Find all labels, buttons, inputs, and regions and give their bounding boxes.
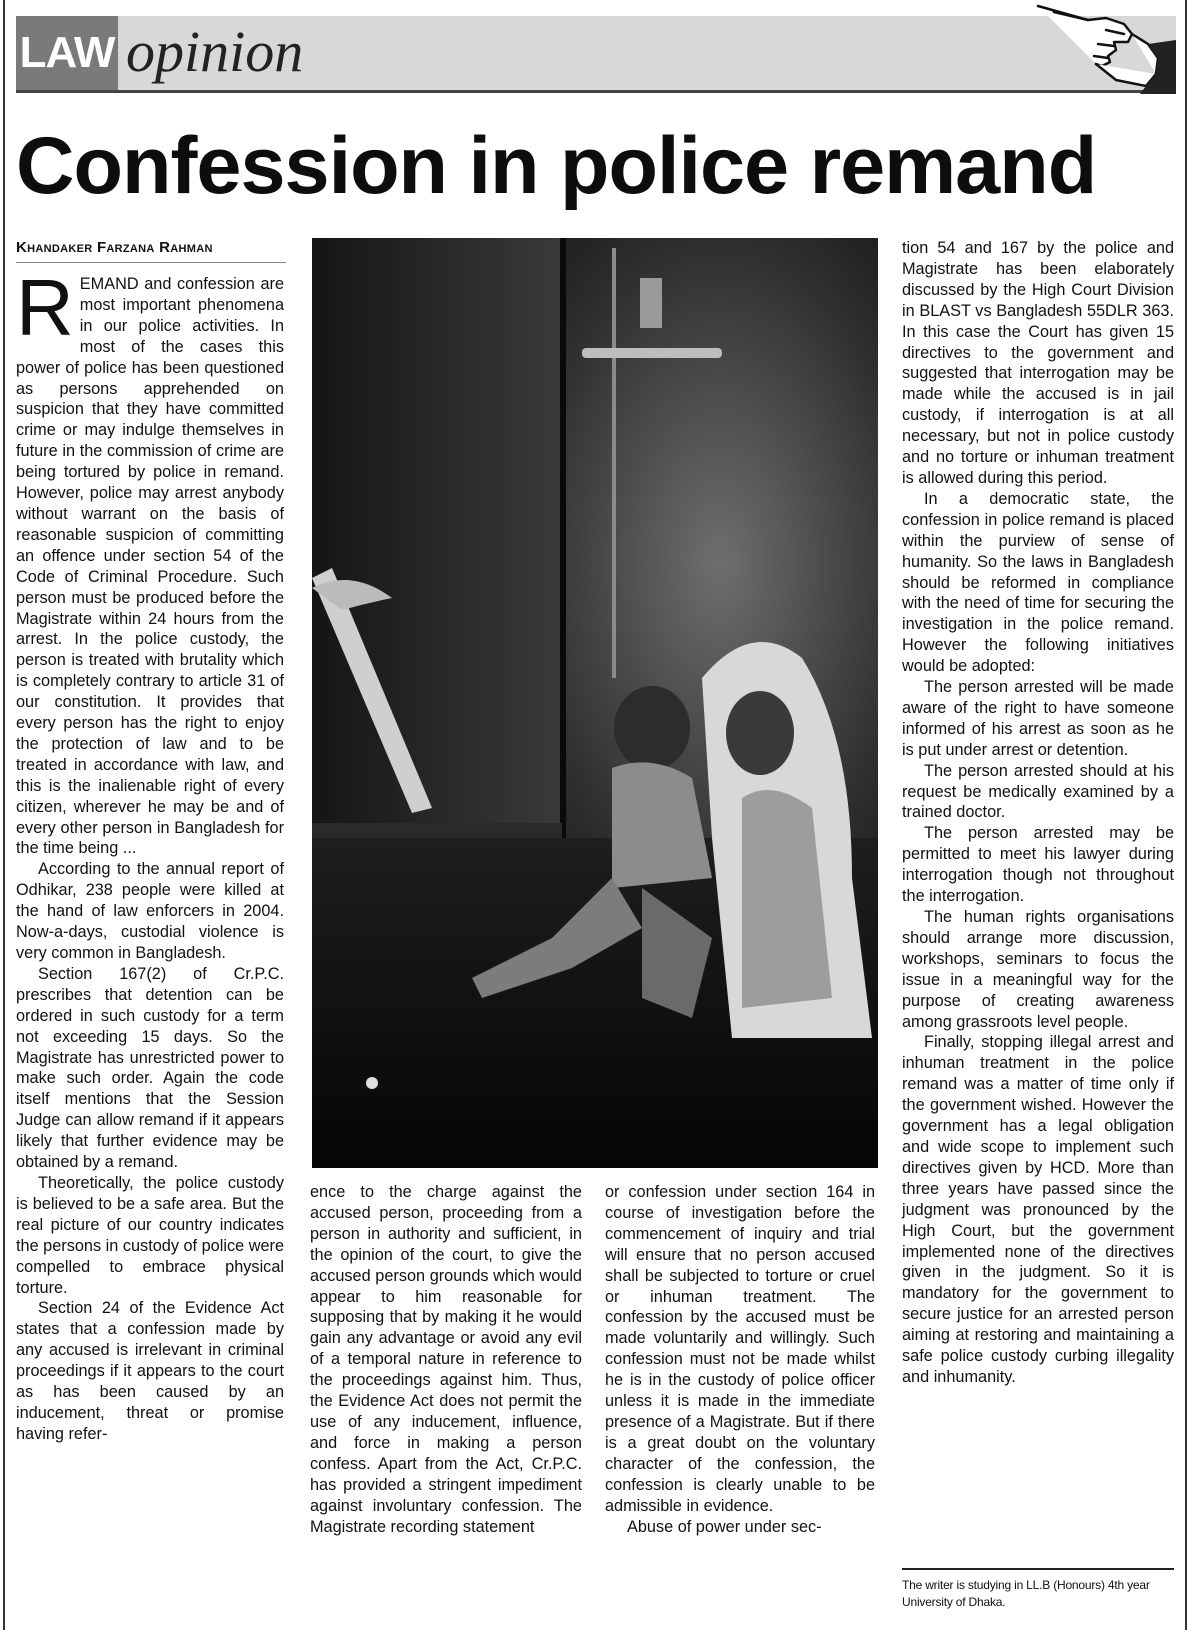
article-column-4: [902, 238, 1174, 1388]
article-column-3: [605, 1182, 875, 1537]
article-paragraph: The person arrested may be permitted to meet his lawyer during interrogation though not throughout the interrogation.: [902, 824, 1174, 906]
article-paragraph: Section 24 of the Evidence Act states that a confession made by any accused is irrelevant in criminal proceedings if it appears to the court as has been caused by an inducement, threat or promise having refer-: [16, 1299, 284, 1443]
pointing-hand-icon: [1036, 0, 1176, 94]
article-photo: [312, 238, 878, 1168]
article-paragraph: According to the annual report of Odhikar, 238 people were killed at the hand of law enforcers in 2004. Now-a-days, custodial violence is very common in Bangladesh.: [16, 860, 284, 962]
footnote-rule: [902, 1568, 1174, 1570]
article-headline: Confession in police remand: [16, 121, 1097, 211]
author-byline: [16, 238, 286, 258]
article-paragraph: ence to the charge against the accused person, proceeding from a person in authority and sufficient, in the opinion of the court, to give the accused person grounds which would appear to him reasonable for supposing that by making it he would gain any advantage or avoid any evil of a temporal nature in reference to the proceedings against him. Thus, the Evidence Act does not permit the use of any inducement, influence, and force in making a person confess. Apart from the Act, Cr.P.C. has provided a stringent impediment against involuntary confession. The Magistrate recording statement: [310, 1183, 582, 1536]
section-label-law: LAW: [16, 16, 118, 90]
article-paragraph: tion 54 and 167 by the police and Magistrate has been elaborately discussed by the High Court Division in BLAST vs Bangladesh 55DLR 363. In this case the Court has given 15 directives to the government and suggested that interrogation may be made while the accused is in jail custody, if interrogation is at all necessary, but not in police custody and no torture or inhuman treatment is allowed during this period.: [902, 239, 1174, 487]
photo-children-in-cell: [312, 238, 878, 1168]
author-name: Khandaker Farzana Rahman: [16, 239, 213, 256]
section-label-opinion: opinion: [126, 19, 304, 84]
article-paragraph: REMAND and confession are most important phenomena in our police activities. In most of the cases this power of police has been questioned as persons apprehended on suspicion that they have committed crime or may indulge themselves in future in the commission of crime are being tortured by police in remand. However, police may arrest anybody without warrant on the basis of reasonable suspicion of committing an offence under section 54 of the Code of Criminal Procedure. Such person must be produced before the Magistrate within 24 hours from the arrest. In the police custody, the person is treated with brutality which is completely contrary to article 31 of our constitution. It provides that every person has the right to enjoy the protection of law and to be treated in accordance with law, and this is the inalienable right of every citizen, wherever he may be and of every other person in Bangladesh for the time being ...: [16, 263, 284, 858]
section-header: [16, 16, 1176, 93]
article-paragraph: In a democratic state, the confession in police remand is placed within the purview of sense of humanity. So the laws in Bangladesh should be reformed in compliance with the need of time for securing the investigation in the police remand. However the following initiatives would be adopted:: [902, 489, 1174, 676]
article-column-1: [16, 263, 284, 1445]
article-paragraph: or confession under section 164 in course of investigation before the commencement of inquiry and trial will ensure that no person accused shall be subjected to torture or cruel or inhuman treatment. The confession by the accused must be made voluntarily and willingly. Such confession must not be made whilst he is in the custody of police officer unless it is made in the immediate presence of a Magistrate. But if there is a great doubt on the voluntary character of the confession, the confession is clearly unable to be admissible in evidence.: [605, 1183, 875, 1515]
article-paragraph: Theoretically, the police custody is believed to be a safe area. But the real picture of our country indicates the persons in custody of police were compelled to embrace physical torture.: [16, 1173, 284, 1297]
author-footnote: The writer is studying in LL.B (Honours) 4th year University of Dhaka.: [902, 1578, 1150, 1609]
article-paragraph: Abuse of power under sec-: [627, 1517, 822, 1536]
article-paragraph: Section 167(2) of Cr.P.C. prescribes that detention can be ordered in such custody for a term not exceeding 15 days. So the Magistrate has unrestricted power to make such order. Again the code itself mentions that the Session Judge can allow remand if it appears likely that further evidence may be obtained by a remand.: [16, 964, 284, 1172]
article-paragraph: The person arrested should at his request be medically examined by a trained doctor.: [902, 761, 1174, 822]
article-paragraph: The person arrested will be made aware of the right to have someone informed of his arrest as soon as he is put under arrest or detention.: [902, 678, 1174, 759]
drop-cap: R: [16, 263, 74, 352]
article-paragraph: The human rights organisations should arrange more discussion, workshops, seminars to focus the issue in a meaningful way for the purpose of creating awareness among grassroots level people.: [902, 908, 1174, 1031]
article-paragraph: Finally, stopping illegal arrest and inhuman treatment in the police remand was a matter of time only if the government wished. However the government has a legal obligation and wide scope to implement such directives given by HCD. More than three years have passed since the judgment was pronounced by the High Court, but the government implemented none of the directives given in the judgment. So it is mandatory for the government to secure justice for an arrested person aiming at restoring and maintaining a safe police custody curbing illegality and inhumanity.: [902, 1033, 1174, 1386]
article-column-2: [310, 1182, 582, 1537]
